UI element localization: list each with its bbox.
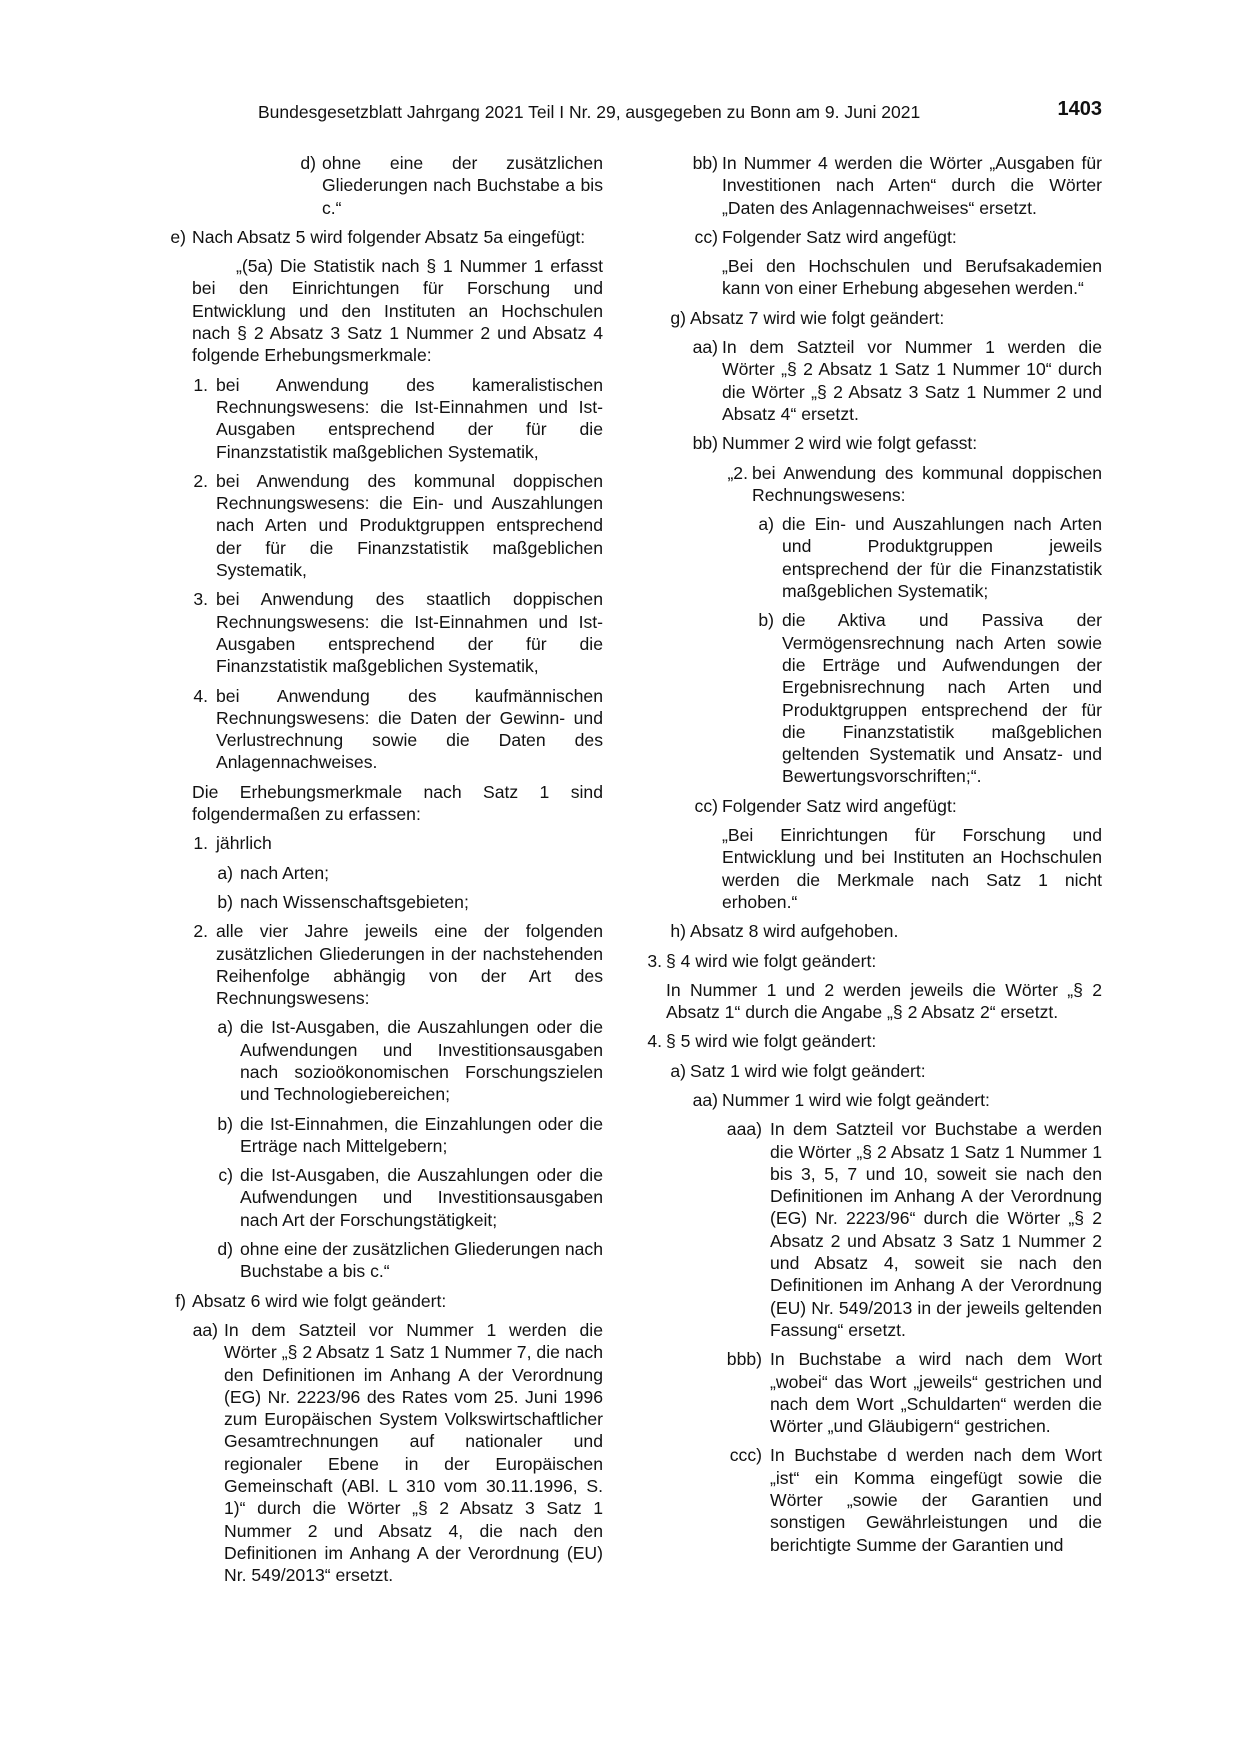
item-text: Folgender Satz wird angefügt: <box>722 226 957 247</box>
list-item <box>640 226 1102 248</box>
item-text: Folgender Satz wird angefügt: <box>722 795 957 816</box>
paragraph: In Nummer 1 und 2 werden jeweils die Wörter „§ 2 Absatz 1“ durch die Angabe „§ 2 Absatz 2“ ersetzt. <box>666 979 1102 1023</box>
list-item <box>640 1030 1102 1052</box>
list-item <box>640 795 1102 817</box>
item-label: aa) <box>692 337 718 358</box>
item-text: bei Anwendung des kommunal doppischen Rechnungswesens: <box>752 462 1102 505</box>
paragraph: Die Erhebungsmerkmale nach Satz 1 sind folgendermaßen zu erfassen: <box>192 781 603 825</box>
item-text: die Ein- und Auszahlungen nach Arten und Produktgruppen jeweils entsprechend der für die Finanzstatistik maßgeblichen Systematik; <box>782 514 1102 602</box>
list-item <box>640 513 1102 602</box>
item-text: ohne eine der zusätzlichen Gliederungen nach Buchstabe a bis c.“ <box>322 153 603 218</box>
list-item <box>640 609 1102 787</box>
item-text: bei Anwendung des kameralistischen Rechnungswesens: die Ist-Einnahmen und Ist-Ausgaben entsprechend der für die Finanzstatistik maßgeblichen Systematik, <box>216 374 603 462</box>
header-title: Bundesgesetzblatt Jahrgang 2021 Teil I Nr. 29, ausgegeben zu Bonn am 9. Juni 2021 <box>258 102 921 122</box>
item-text: In Buchstabe d werden nach dem Wort „ist“ ein Komma eingefügt sowie die Wörter „sowie der Garantien und sonstigen Gewährleistungen und die berichtigte Summe der Garantien und <box>770 1445 1102 1555</box>
left-column <box>158 152 603 1594</box>
item-label: d) <box>300 153 316 173</box>
list-item <box>158 374 603 463</box>
item-text: jährlich <box>216 833 272 854</box>
item-label: ccc) <box>729 1445 762 1466</box>
quoted-paragraph: „(5a) Die Statistik nach § 1 Nummer 1 erfasst bei den Einrichtungen für Forschung und Entwicklung und den Instituten an Hochschulen nach § 2 Absatz 3 Satz 1 Nummer 2 und Absatz 4 folgende Erhebungsmerkmale: <box>192 256 603 366</box>
list-item <box>158 832 603 854</box>
item-text: § 4 wird wie folgt geändert: <box>666 950 877 971</box>
item-text: Absatz 8 wird aufgehoben. <box>690 921 899 942</box>
item-label: aa) <box>692 1089 718 1110</box>
item-label: 2. <box>193 470 208 491</box>
page-header <box>258 98 1102 126</box>
item-label: c) <box>218 1165 233 1186</box>
list-item <box>640 950 1102 972</box>
list-item <box>640 307 1102 329</box>
list-item <box>640 152 1102 219</box>
item-text: nach Wissenschaftsgebieten; <box>240 891 469 912</box>
item-text: Nach Absatz 5 wird folgender Absatz 5a eingefügt: <box>192 226 586 247</box>
item-text: Satz 1 wird wie folgt geändert: <box>690 1060 926 1081</box>
item-label: 1. <box>193 374 208 395</box>
item-label: bbb) <box>726 1349 762 1370</box>
quoted-paragraph: „Bei Einrichtungen für Forschung und Entwicklung und bei Instituten an Hochschulen werden die Merkmale nach Satz 1 nicht erhoben.“ <box>722 825 1102 912</box>
item-text: bei Anwendung des kommunal doppischen Rechnungswesens: die Ein- und Auszahlungen nach Arten und Produktgruppen entsprechend der für die Finanzstatistik maßgeblichen Systematik, <box>216 470 603 581</box>
item-text: die Ist-Ausgaben, die Auszahlungen oder die Aufwendungen und Investitionsausgaben nach sozioökonomischen Forschungszielen und Technologiebereichen; <box>240 1017 603 1105</box>
item-label: b) <box>217 1113 233 1134</box>
item-text: Nummer 2 wird wie folgt gefasst: <box>722 433 978 454</box>
item-text: alle vier Jahre jeweils eine der folgenden zusätzlichen Gliederungen in der nachstehenden Reihenfolge abhängig von der Art des Rechnungswesens: <box>216 921 603 1009</box>
list-item <box>640 462 1102 507</box>
item-text: Absatz 6 wird wie folgt geändert: <box>192 1290 447 1311</box>
item-label: aa) <box>192 1319 218 1340</box>
quoted-paragraph: „Bei den Hochschulen und Berufsakademien kann von einer Erhebung abgesehen werden.“ <box>722 256 1102 299</box>
item-label: aaa) <box>726 1119 762 1140</box>
item-text: die Aktiva und Passiva der Vermögensrechnung nach Arten sowie die Erträge und Aufwendungen der Ergebnisrechnung nach Arten und Produktgruppen entsprechend der für die Finanzstatistik maßgeblichen geltenden Systematik und Ansatz- und Bewertungsvorschriften;“. <box>782 610 1102 787</box>
item-label: „2. <box>727 462 748 483</box>
list-item <box>640 1089 1102 1111</box>
item-text: § 5 wird wie folgt geändert: <box>666 1031 877 1052</box>
list-item <box>158 862 603 884</box>
item-text: In Buchstabe a wird nach dem Wort „wobei“ das Wort „jeweils“ gestrichen und nach dem Wort „Schuldarten“ werden die Wörter „und Gläubigern“ gestrichen. <box>770 1349 1102 1437</box>
list-item <box>640 1060 1102 1082</box>
item-label: 1. <box>193 833 208 854</box>
list-item <box>640 1444 1102 1555</box>
item-text: In dem Satzteil vor Nummer 1 werden die Wörter „§ 2 Absatz 1 Satz 1 Nummer 7, die nach den Definitionen im Anhang A der Verordnung (EG) Nr. 2223/96 des Rates vom 25. Juni 1996 zum Europäischen System Volkswirtschaftlicher Gesamtrechnungen auf nationaler und regionaler Ebene in der Europäischen Gemeinschaft (ABl. L 310 vom 30.11.1996, S. 1)“ durch die Wörter „§ 2 Absatz 3 Satz 1 Nummer 2 und Absatz 4, die nach den Definitionen im Anhang A der Verordnung (EU) Nr. 549/2013“ ersetzt. <box>224 1319 603 1586</box>
item-text: Absatz 7 wird wie folgt geändert: <box>690 307 945 328</box>
item-text: die Ist-Einnahmen, die Einzahlungen oder die Erträge nach Mittelgebern; <box>240 1113 603 1156</box>
list-item <box>640 1118 1102 1341</box>
list-item <box>640 1348 1102 1437</box>
item-label: e) <box>170 226 186 247</box>
list-item <box>158 1164 603 1231</box>
list-item <box>158 685 603 774</box>
item-text: In Nummer 4 werden die Wörter „Ausgaben für Investitionen nach Arten“ durch die Wörter „Daten des Anlagennachweises“ ersetzt. <box>722 153 1102 218</box>
list-item <box>158 920 603 1009</box>
item-text: Nummer 1 wird wie folgt geändert: <box>722 1089 990 1110</box>
list-item <box>158 152 603 219</box>
item-label: b) <box>217 891 233 912</box>
page-number: 1403 <box>1057 98 1102 120</box>
list-item <box>158 226 603 248</box>
list-item <box>158 1319 603 1587</box>
item-label: a) <box>758 514 774 535</box>
item-label: cc) <box>694 226 718 247</box>
item-label: cc) <box>694 795 718 816</box>
item-text: nach Arten; <box>240 862 330 883</box>
item-label: a) <box>670 1060 686 1081</box>
item-text: bei Anwendung des staatlich doppischen Rechnungswesens: die Ist-Einnahmen und Ist-Ausgaben entsprechend der für die Finanzstatistik maßgeblichen Systematik, <box>216 589 603 677</box>
item-label: bb) <box>692 433 718 454</box>
item-text: In dem Satzteil vor Buchstabe a werden die Wörter „§ 2 Absatz 1 Satz 1 Nummer 1 bis 3, 5, 7 und 10, soweit sie nach den Definitionen im Anhang A der Verordnung (EG) Nr. 2223/96“ durch die Wörter „§ 2 Absatz 2 und Absatz 3 Satz 1 Nummer 2 und Absatz 4, soweit sie nach den Definitionen im Anhang A der Verordnung (EU) Nr. 549/2013 in der jeweils geltenden Fassung“ ersetzt. <box>770 1119 1102 1340</box>
list-item <box>158 1290 603 1312</box>
item-label: a) <box>217 1017 233 1038</box>
list-item <box>640 920 1102 942</box>
item-label: g) <box>670 307 686 328</box>
item-label: a) <box>217 862 233 883</box>
item-label: h) <box>670 921 686 942</box>
item-text: bei Anwendung des kaufmännischen Rechnungswesens: die Daten der Gewinn- und Verlustrechnung sowie die Daten des Anlagennachweises. <box>216 685 603 773</box>
list-item <box>158 891 603 913</box>
item-label: d) <box>217 1239 233 1260</box>
list-item <box>158 1238 603 1283</box>
item-label: b) <box>758 610 774 631</box>
list-item <box>158 470 603 581</box>
item-label: 4. <box>647 1031 662 1052</box>
item-label: f) <box>175 1290 186 1311</box>
list-item <box>158 1016 603 1105</box>
list-item <box>640 336 1102 425</box>
item-text: In dem Satzteil vor Nummer 1 werden die Wörter „§ 2 Absatz 1 Satz 1 Nummer 10“ durch die Wörter „§ 2 Absatz 3 Satz 1 Nummer 2 und Absatz 4“ ersetzt. <box>722 337 1102 424</box>
item-text: die Ist-Ausgaben, die Auszahlungen oder die Aufwendungen und Investitionsausgaben nach Art der Forschungstätigkeit; <box>240 1165 603 1230</box>
item-label: bb) <box>692 153 718 173</box>
list-item <box>158 588 603 677</box>
item-label: 2. <box>193 921 208 942</box>
list-item <box>640 432 1102 454</box>
item-label: 3. <box>647 950 662 971</box>
item-label: 3. <box>193 589 208 610</box>
item-label: 4. <box>193 685 208 706</box>
list-item <box>158 1113 603 1158</box>
right-column <box>640 152 1102 1563</box>
item-text: ohne eine der zusätzlichen Gliederungen nach Buchstabe a bis c.“ <box>240 1239 603 1282</box>
